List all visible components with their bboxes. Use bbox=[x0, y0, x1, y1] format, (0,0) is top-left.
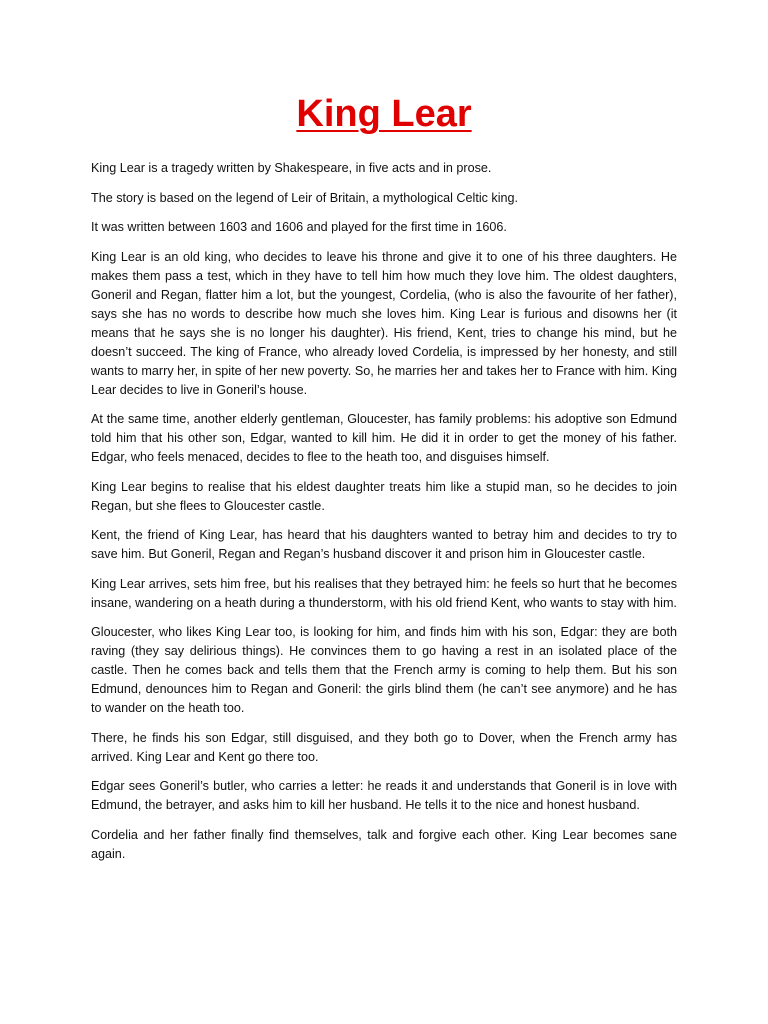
paragraph-dover: There, he finds his son Edgar, still disguised, and they both go to Dover, when the French army has arrived. King Lear and Kent go there too. bbox=[91, 730, 677, 764]
document-body bbox=[91, 159, 677, 874]
paragraph-gloucester: At the same time, another elderly gentleman, Gloucester, has family problems: his adoptive son Edmund told him that his other son, Edgar, wanted to kill him. He did it in order to get the money of his father. Edgar, who feels menaced, decides to flee to the heath too, and disguises himself. bbox=[91, 412, 677, 464]
paragraph-reconciliation: Cordelia and her father finally find themselves, talk and forgive each other. King Lear becomes sane again. bbox=[91, 827, 677, 861]
paragraph-plot-test: King Lear is an old king, who decides to leave his throne and give it to one of his three daughters. He makes them pass a test, which in they have to tell him how much they love him. The oldest daughters, Goneril and Regan, flatter him a lot, but the youngest, Cordelia, (who is also the favourite of her father), says she has no words to describe how much she loves him. King Lear is furious and disowns her (it means that he says she is no longer his daughter). His friend, Kent, tries to change his mind, but he doesn’t succeed. The king of France, who already loved Cordelia, is impressed by her honesty, and still wants to marry her, in spite of her new poverty. So, he marries her and takes her to France with him. King Lear decides to live in Goneril’s house. bbox=[91, 249, 677, 397]
page-title: King Lear bbox=[296, 93, 472, 135]
paragraph-kent: Kent, the friend of King Lear, has heard that his daughters wanted to betray him and decides to try to save him. But Goneril, Regan and Regan’s husband discover it and prison him in Gloucester castle. bbox=[91, 528, 677, 561]
paragraph-dates: It was written between 1603 and 1606 and played for the first time in 1606. bbox=[91, 220, 507, 234]
paragraph-blinding: Gloucester, who likes King Lear too, is looking for him, and finds him with his son, Edgar: they are both raving (they say delirious things). He convinces them to go having a rest in an isolated place of the castle. Then he comes back and tells them that the French army is coming to help them. But his son Edmund, denounces him to Regan and Goneril: the girls blind them (he can’t see anymore) and he has to wander on the heath too. bbox=[91, 625, 677, 715]
paragraph-letter: Edgar sees Goneril’s butler, who carries a letter: he reads it and understands that Goneril is in love with Edmund, the betrayer, and asks him to kill her husband. He tells it to the nice and honest husband. bbox=[91, 779, 677, 812]
paragraph-regan: King Lear begins to realise that his eldest daughter treats him like a stupid man, so he decides to join Regan, but she flees to Gloucester castle. bbox=[91, 479, 677, 513]
paragraph-intro: King Lear is a tragedy written by Shakespeare, in five acts and in prose. bbox=[91, 161, 492, 175]
paragraph-origin: The story is based on the legend of Leir of Britain, a mythological Celtic king. bbox=[91, 190, 519, 205]
paragraph-insanity: King Lear arrives, sets him free, but his realises that they betrayed him: he feels so hurt that he becomes insane, wandering on a heath during a thunderstorm, with his old friend Kent, who wants to stay with him. bbox=[91, 576, 677, 610]
